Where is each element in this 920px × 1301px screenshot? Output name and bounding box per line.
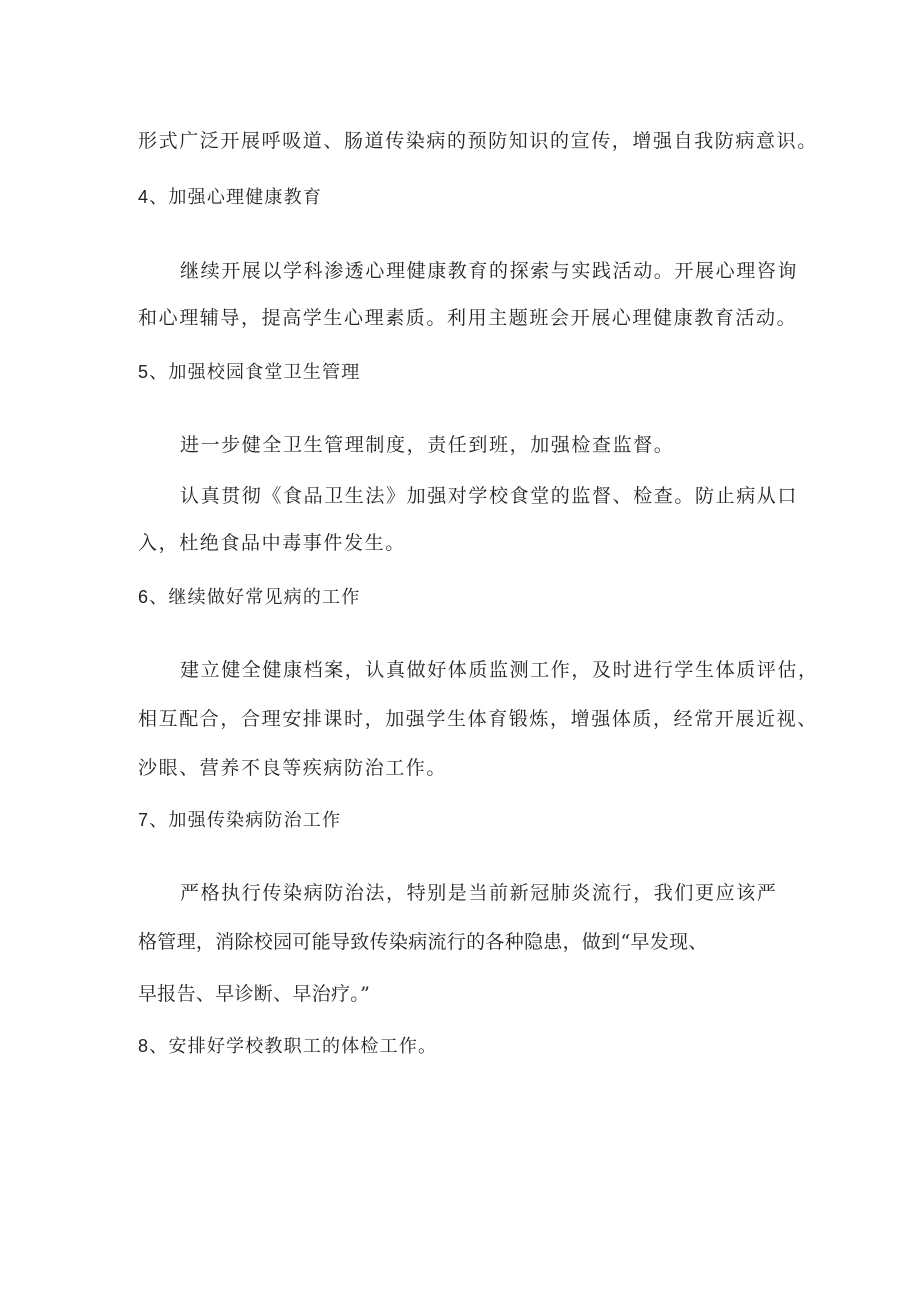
section-heading-8: [138, 1033, 437, 1060]
section-number: 6: [138, 587, 150, 607]
paragraph-line: 沙眼、营养不良等疾病防治工作。: [138, 757, 448, 779]
paragraph-line: 格管理，消除校园可能导致传染病流行的各种隐患，做到“早发现、: [138, 931, 708, 953]
section-number: 8: [138, 1036, 150, 1056]
section-heading-7: [138, 807, 341, 834]
section-title: 、继续做好常见病的工作: [149, 587, 361, 608]
paragraph-line: 进一步健全卫生管理制度，责任到班，加强检查监督。: [180, 434, 675, 456]
section-title: 、加强心理健康教育: [149, 187, 323, 208]
paragraph-line: 建立健全健康档案，认真做好体质监测工作，及时进行学生体质评估，: [180, 659, 819, 681]
section-number: 7: [138, 810, 150, 830]
section-title: 、安排好学校教职工的体检工作。: [149, 1036, 438, 1057]
section-heading-6: [138, 584, 360, 611]
paragraph-line: 继续开展以学科渗透心理健康教育的探索与实践活动。开展心理咨询: [180, 260, 799, 282]
paragraph-line: 入，杜绝食品中毒事件发生。: [138, 532, 406, 554]
paragraph-line: 形式广泛开展呼吸道、肠道传染病的预防知识的宣传，增强自我防病意识。: [138, 130, 818, 152]
section-heading-4: [138, 184, 322, 211]
section-number: 4: [138, 187, 150, 207]
section-title: 、加强传染病防治工作: [149, 810, 342, 831]
section-heading-5: [138, 359, 360, 386]
section-number: 5: [138, 362, 150, 382]
paragraph-line: 相互配合，合理安排课时，加强学生体育锻炼，增强体质，经常开展近视、: [138, 708, 818, 730]
paragraph-line: 和心理辅导，提高学生心理素质。利用主题班会开展心理健康教育活动。: [138, 307, 798, 329]
section-title: 、加强校园食堂卫生管理: [149, 362, 361, 383]
paragraph-line: 严格执行传染病防治法，特别是当前新冠肺炎流行，我们更应该严: [180, 882, 778, 904]
paragraph-line: 早报告、早诊断、早治疗。”: [138, 983, 371, 1005]
paragraph-line: 认真贯彻《食品卫生法》加强对学校食堂的监督、检查。防止病从口: [180, 485, 799, 507]
